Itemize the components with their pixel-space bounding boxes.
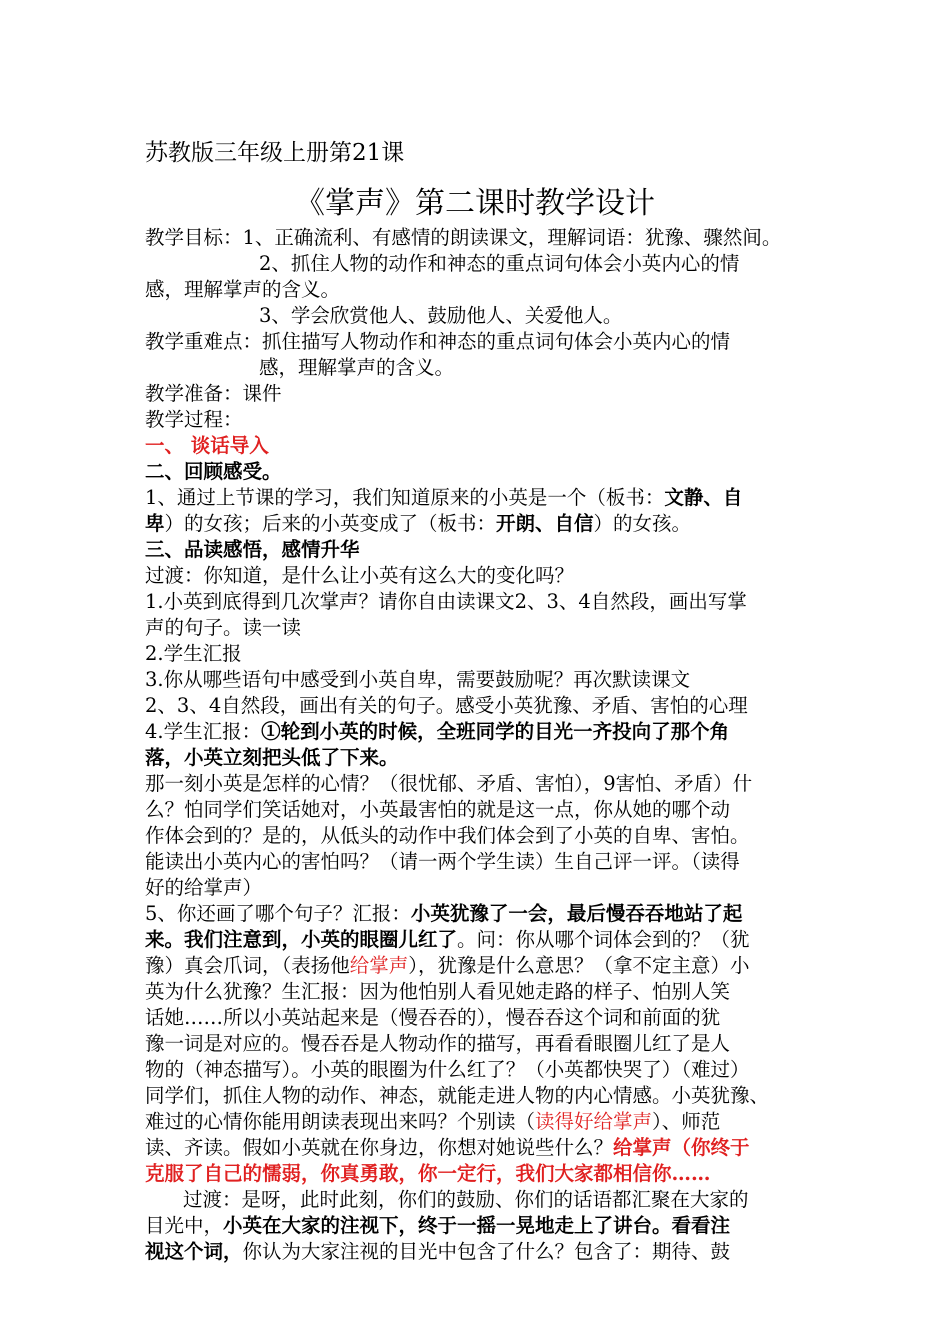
- text-run: ）的女孩。: [593, 512, 692, 535]
- paragraph-line: [145, 954, 750, 978]
- section-2-heading: [145, 460, 282, 484]
- paragraph-line: [145, 980, 730, 1004]
- paragraph-line: [145, 1136, 750, 1160]
- text-run: ）的女孩；后来的小英变成了（板书：: [164, 512, 497, 535]
- text-run: 3、学会欣赏他人、鼓励他人、关爱他人。: [259, 304, 623, 327]
- text-run: 1.小英到底得到几次掌声？请你自由读课文2、3、4自然段，画出写掌: [145, 590, 747, 613]
- text-run: 教学目标：1、正确流利、有感情的朗读课文，理解词语：犹豫、骤然间。: [145, 226, 782, 249]
- section-3-heading: [145, 538, 360, 562]
- text-run: 作体会到的？是的，从低头的动作中我们体会到了小英的自卑、害怕。: [145, 824, 750, 847]
- text-run: 物的（神态描写）。小英的眼圈为什么红了？（小英都快哭了）（难过）: [145, 1058, 750, 1081]
- text-run: 豫）真会爪词，（表扬他: [145, 954, 350, 977]
- paragraph-line: [145, 1110, 720, 1134]
- text-run: ），犹豫是什么意思？（拿不定主意）小: [408, 954, 750, 977]
- text-run-bold: 文静、自: [664, 486, 743, 509]
- objectives-line-4: [259, 304, 622, 328]
- paragraph-line: [145, 1006, 720, 1030]
- text-run-red: 给掌声: [349, 954, 409, 977]
- paragraph-line: [145, 850, 740, 874]
- text-run: 那一刻小英是怎样的心情？（很忧郁、矛盾、害怕），9害怕、矛盾）什: [145, 772, 753, 795]
- text-run: 三、品读感悟，感情升华: [145, 538, 360, 561]
- paragraph-line: [145, 1240, 730, 1264]
- text-run-bold: ①轮到小英的时候，全班同学的目光一齐投向了那个角: [261, 720, 730, 743]
- text-run-red: 读得好给掌声: [535, 1110, 653, 1133]
- paragraph-line: [145, 798, 730, 822]
- text-run: 1、通过上节课的学习，我们知道原来的小英是一个（板书：: [145, 486, 665, 509]
- paragraph-line: [145, 1058, 750, 1082]
- text-run: 二、回顾感受。: [145, 460, 282, 483]
- course-subtitle: 苏教版三年级上册第21课: [145, 140, 405, 166]
- preparation-line: [145, 382, 282, 406]
- process-heading: [145, 408, 243, 432]
- text-run: 难过的心情你能用朗读表现出来吗？个别读（: [145, 1110, 536, 1133]
- text-run-bold: 卑: [145, 512, 165, 535]
- key-points-line-2: [259, 356, 454, 380]
- paragraph-line: [145, 668, 690, 692]
- text-run: 过渡：是呀，此时此刻，你们的鼓励、你们的话语都汇聚在大家的: [183, 1188, 749, 1211]
- text-run: 4.学生汇报：: [145, 720, 262, 743]
- text-run: 。问：你从哪个词体会到的？（犹: [457, 928, 750, 951]
- text-run: 2.学生汇报: [145, 642, 242, 665]
- text-run: 教学准备：课件: [145, 382, 282, 405]
- text-run: 同学们，抓住人物的动作、神态，就能走进人物的内心情感。小英犹豫、: [145, 1084, 770, 1107]
- text-run: 么？怕同学们笑话她对，小英最害怕的就是这一点，你从她的哪个动: [145, 798, 731, 821]
- text-run: 教学重难点：抓住描写人物动作和神态的重点词句体会小英内心的情: [145, 330, 731, 353]
- paragraph-line: [145, 1162, 711, 1186]
- paragraph-line: [183, 1188, 749, 1212]
- text-run: 声的句子。读一读: [145, 616, 302, 639]
- text-run: 教学过程：: [145, 408, 243, 431]
- objectives-line-1: [145, 226, 781, 250]
- text-run: 过渡：你知道，是什么让小英有这么大的变化吗？: [145, 564, 575, 587]
- text-run: 读、齐读。假如小英就在你身边，你想对她说些什么？: [145, 1136, 614, 1159]
- paragraph-line: [145, 720, 729, 744]
- key-points-line-1: [145, 330, 730, 354]
- text-run: 好的给掌声）: [145, 876, 263, 899]
- text-run: 豫一词是对应的。慢吞吞是人物动作的描写，再看看眼圈儿红了是人: [145, 1032, 731, 1055]
- objectives-line-3: [145, 278, 340, 302]
- paragraph-line: [145, 746, 399, 770]
- text-run: 一、 谈话导入: [145, 434, 269, 457]
- paragraph-line: [145, 928, 750, 952]
- page-title: 《掌声》第二课时教学设计: [295, 186, 655, 221]
- text-run-bold: 开朗、自信: [496, 512, 594, 535]
- paragraph-line: [145, 590, 747, 614]
- paragraph-line: [145, 694, 748, 718]
- section-1-heading: [145, 434, 269, 458]
- paragraph-line: [145, 824, 750, 848]
- paragraph-line: [145, 772, 752, 796]
- objectives-line-2: [259, 252, 739, 276]
- text-run: 英为什么犹豫？生汇报：因为他怕别人看见她走路的样子、怕别人笑: [145, 980, 731, 1003]
- text-run: 感，理解掌声的含义。: [145, 278, 341, 301]
- text-run: 能读出小英内心的害怕吗？（请一两个学生读）生自己评一评。（读得: [145, 850, 740, 873]
- text-run: 克服了自己的懦弱，你真勇敢，你一定行，我们大家都相信你……: [145, 1162, 711, 1185]
- text-run: 目光中，: [145, 1214, 224, 1237]
- paragraph-line: [145, 564, 574, 588]
- paragraph-line: [145, 902, 742, 926]
- text-run: 你认为大家注视的目光中包含了什么？包含了：期待、鼓: [242, 1240, 731, 1263]
- text-run-red-bold: 给掌声（你终于: [613, 1136, 750, 1159]
- paragraph-line: [145, 1032, 730, 1056]
- text-run: 话她……所以小英站起来是（慢吞吞的），慢吞吞这个词和前面的犹: [145, 1006, 721, 1029]
- text-run-bold: 小英在大家的注视下，终于一摇一晃地走上了讲台。看看注: [223, 1214, 731, 1237]
- text-run-bold: 来。我们注意到，小英的眼圈儿红了: [145, 928, 458, 951]
- text-run: 2、抓住人物的动作和神态的重点词句体会小英内心的情: [259, 252, 740, 275]
- text-run-bold: 小英犹豫了一会，最后慢吞吞地站了起: [410, 902, 743, 925]
- text-run: 2、3、4自然段，画出有关的句子。感受小英犹豫、矛盾、害怕的心理: [145, 694, 748, 717]
- text-run: 5、你还画了哪个句子？汇报：: [145, 902, 411, 925]
- text-run: 落，小英立刻把头低了下来。: [145, 746, 399, 769]
- paragraph-line: [145, 616, 301, 640]
- paragraph-line: [145, 486, 742, 510]
- paragraph-line: [145, 1214, 730, 1238]
- text-run: ）、师范: [652, 1110, 721, 1133]
- text-run: 感，理解掌声的含义。: [259, 356, 455, 379]
- paragraph-line: [145, 642, 242, 666]
- paragraph-line: [145, 1084, 769, 1108]
- paragraph-line: [145, 512, 691, 536]
- text-run-bold: 视这个词，: [145, 1240, 243, 1263]
- paragraph-line: [145, 876, 262, 900]
- text-run: 3.你从哪些语句中感受到小英自卑，需要鼓励呢？再次默读课文: [145, 668, 691, 691]
